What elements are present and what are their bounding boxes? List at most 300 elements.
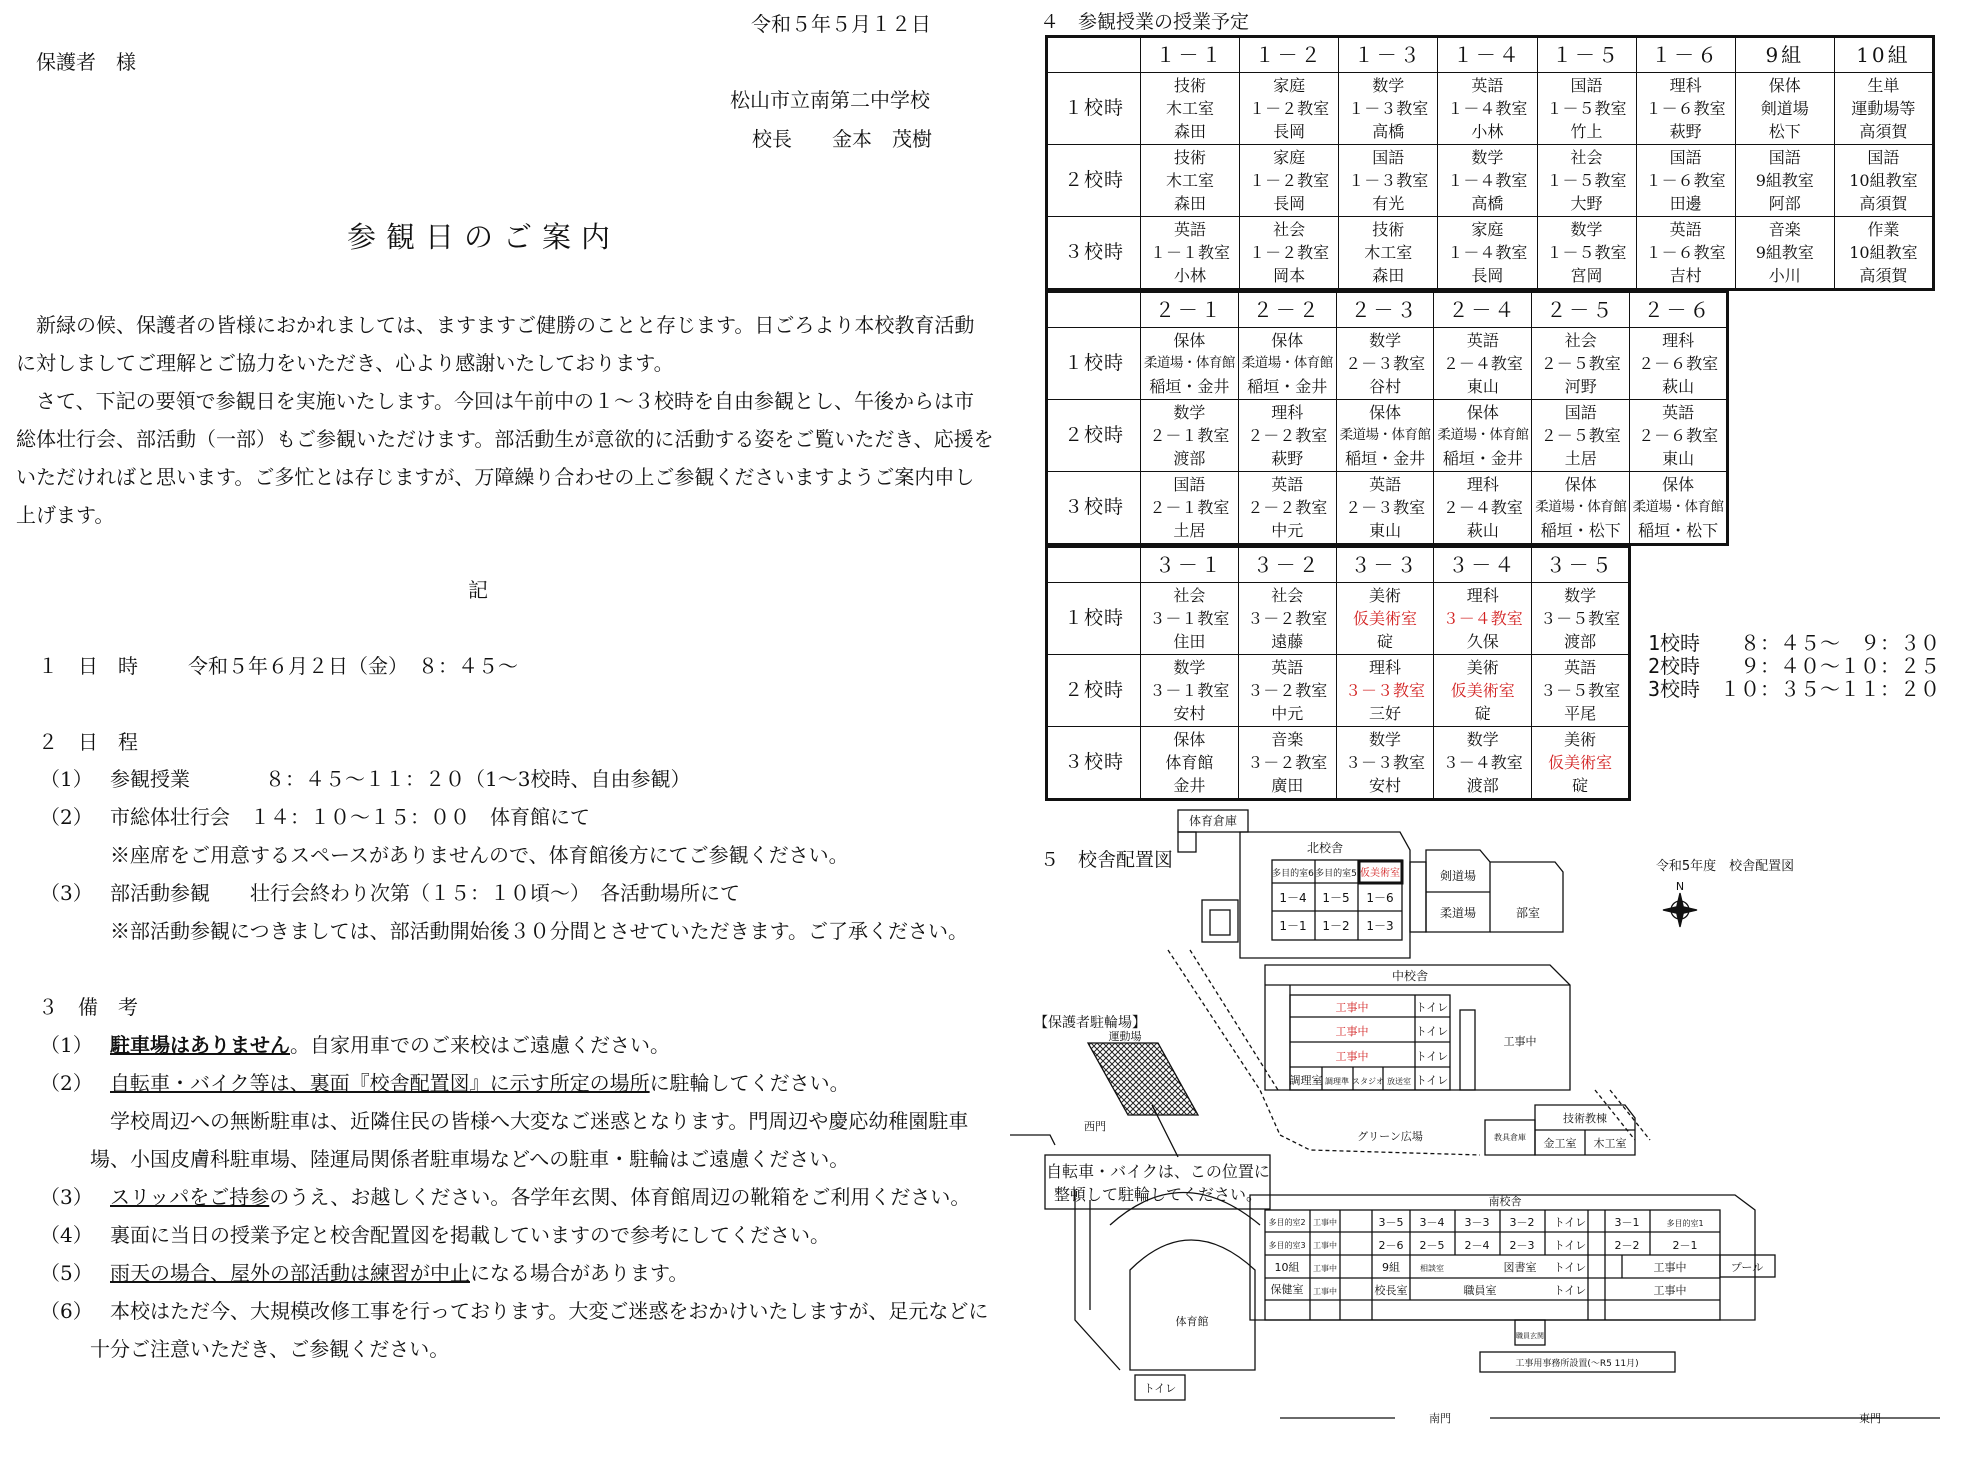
lesson-cell xyxy=(1141,727,1239,800)
label-east-gate: 東門 xyxy=(1859,1412,1881,1425)
lesson-subject: 理科 xyxy=(1466,475,1499,494)
label-cooking-room: 調理室 xyxy=(1289,1074,1323,1087)
lesson-teacher: 吉村 xyxy=(1669,266,1702,285)
label-room: 多目的室5 xyxy=(1315,869,1357,879)
lesson-room: ２－３教室 xyxy=(1345,498,1426,517)
lesson-subject: 英語 xyxy=(1466,331,1499,350)
class-header: ３－４ xyxy=(1434,547,1532,583)
intro-line: いただければと思います。ご多忙とは存じますが、万障繰り合わせの上ご参観くださいますようご案内申し xyxy=(16,465,975,489)
lesson-room: 剣道場 xyxy=(1760,99,1809,118)
lesson-subject: 美術 xyxy=(1564,730,1597,749)
lesson-subject: 保体 xyxy=(1768,76,1801,95)
note-line xyxy=(110,1261,688,1285)
lesson-subject: 社会 xyxy=(1564,331,1597,350)
lesson-cell xyxy=(1735,217,1834,290)
lesson-room: 柔道場・体育館 xyxy=(1535,499,1627,515)
lesson-room: １－５教室 xyxy=(1546,171,1627,190)
lesson-teacher: 渡部 xyxy=(1466,776,1499,795)
lesson-cell xyxy=(1532,472,1630,545)
period-label: ２校時 xyxy=(1047,145,1141,217)
lesson-room: ２－１教室 xyxy=(1149,426,1230,445)
lesson-room: 体育館 xyxy=(1165,753,1214,772)
lesson-room: 9組教室 xyxy=(1755,243,1814,262)
lesson-room: １－３教室 xyxy=(1348,99,1429,118)
lesson-subject: 音楽 xyxy=(1768,220,1801,239)
schedule-item-label: 部活動参観 壮行会終わり次第（１５：１０頃～） 各活動場所にて xyxy=(110,881,740,905)
lesson-room: 9組教室 xyxy=(1755,171,1814,190)
lesson-subject: 社会 xyxy=(1173,586,1206,605)
period-label: ３校時 xyxy=(1047,217,1141,290)
class-header: ２－４ xyxy=(1434,292,1532,328)
lesson-room: 柔道場・体育館 xyxy=(1632,499,1724,515)
lesson-cell xyxy=(1434,328,1532,400)
label-under-construction: 工事中 xyxy=(1335,1025,1369,1038)
lesson-subject: 作業 xyxy=(1867,220,1900,239)
item-number: （2） xyxy=(40,1071,93,1095)
lesson-cell xyxy=(1434,400,1532,472)
lesson-cell xyxy=(1630,400,1728,472)
lesson-room: １－３教室 xyxy=(1348,171,1429,190)
class-header: ３－１ xyxy=(1141,547,1239,583)
label-room: 1－6 xyxy=(1366,891,1394,905)
label-green-plaza: グリーン広場 xyxy=(1357,1130,1423,1143)
period-row xyxy=(1047,400,1728,472)
class-header: ２－５ xyxy=(1532,292,1630,328)
lesson-room: ３－５教室 xyxy=(1540,609,1621,628)
lesson-subject: 国語 xyxy=(1867,148,1900,167)
lesson-teacher: 森田 xyxy=(1372,266,1405,285)
lesson-teacher: 高橋 xyxy=(1471,194,1504,213)
lesson-cell xyxy=(1238,400,1336,472)
lesson-teacher: 森田 xyxy=(1174,194,1207,213)
period-label: １校時 xyxy=(1047,328,1141,400)
lesson-teacher: 稲垣・金井 xyxy=(1247,377,1328,396)
intro-line: 総体壮行会、部活動（一部）もご参観いただけます。部活動生が意欲的に活動する姿をご覧いただき、応援を xyxy=(16,427,994,451)
lesson-teacher: 高須賀 xyxy=(1859,266,1908,285)
class-header: ２－１ xyxy=(1141,292,1239,328)
period-label: ３校時 xyxy=(1047,727,1141,800)
label-toilet: トイレ xyxy=(1553,1239,1587,1252)
label-under-construction: 工事中 xyxy=(1313,1241,1337,1250)
outer-stairs xyxy=(1410,862,1426,932)
lesson-subject: 理科 xyxy=(1669,76,1702,95)
lesson-subject: 数学 xyxy=(1368,730,1401,749)
lesson-teacher: 碇 xyxy=(1474,704,1491,723)
label-room: 3－2 xyxy=(1509,1216,1535,1229)
period-time-row xyxy=(1648,678,1940,701)
lesson-subject: 国語 xyxy=(1669,148,1702,167)
lesson-subject: 国語 xyxy=(1570,76,1603,95)
period-row xyxy=(1047,328,1728,400)
label-toilet: トイレ xyxy=(1415,1050,1449,1063)
label-tool-storage: 教具倉庫 xyxy=(1494,1133,1526,1142)
storage-toilet xyxy=(1178,832,1196,852)
lesson-cell xyxy=(1537,145,1636,217)
label-cooking-prep: 調理準 xyxy=(1325,1077,1349,1086)
lesson-cell xyxy=(1636,73,1735,145)
lesson-cell xyxy=(1141,145,1240,217)
lesson-cell xyxy=(1238,472,1336,545)
label-room: 9組 xyxy=(1382,1261,1400,1274)
lesson-teacher: 久保 xyxy=(1466,632,1499,651)
label-room: 1－2 xyxy=(1322,919,1350,933)
label-room: 1－5 xyxy=(1322,891,1350,905)
grade1-schedule-table xyxy=(1045,35,1935,291)
campus-map-svg xyxy=(1010,800,1965,1440)
class-header: １－１ xyxy=(1141,37,1240,73)
class-header: ３－２ xyxy=(1238,547,1336,583)
lesson-teacher: 中元 xyxy=(1271,704,1304,723)
lesson-subject: 保体 xyxy=(1271,331,1304,350)
lesson-subject: 技術 xyxy=(1174,76,1207,95)
class-header: １－２ xyxy=(1240,37,1339,73)
south-building xyxy=(1250,1195,1755,1320)
lesson-subject: 美術 xyxy=(1466,658,1499,677)
lesson-teacher: 東山 xyxy=(1369,521,1402,540)
lesson-subject: 理科 xyxy=(1368,658,1401,677)
note-text: 。自家用車でのご来校はご遠慮ください。 xyxy=(290,1033,670,1057)
lesson-room: １－６教室 xyxy=(1645,243,1726,262)
label-under-construction: 工事中 xyxy=(1335,1001,1369,1014)
label-room: 多目的室3 xyxy=(1268,1241,1306,1250)
lesson-subject: 保体 xyxy=(1662,475,1695,494)
label-north-building: 北校舎 xyxy=(1306,841,1344,855)
recipient: 保護者 様 xyxy=(36,50,136,74)
label-under-construction: 工事中 xyxy=(1313,1218,1337,1227)
label-gym-storage: 体育倉庫 xyxy=(1188,814,1238,828)
lesson-teacher: 竹上 xyxy=(1570,122,1603,141)
period-label: １校時 xyxy=(1047,583,1141,655)
label-room: 3－4 xyxy=(1419,1216,1445,1229)
lesson-cell xyxy=(1336,400,1434,472)
class-header: ３－３ xyxy=(1336,547,1434,583)
lesson-teacher: 三好 xyxy=(1368,704,1401,723)
lesson-teacher: 渡部 xyxy=(1564,632,1597,651)
label-counseling-room: 相談室 xyxy=(1420,1264,1444,1273)
lesson-room: ２－６教室 xyxy=(1638,426,1719,445)
lesson-subject: 数学 xyxy=(1372,76,1405,95)
class-header-row xyxy=(1047,547,1630,583)
lesson-room: ３－２教室 xyxy=(1247,681,1328,700)
lesson-teacher: 有光 xyxy=(1372,194,1405,213)
lesson-subject: 国語 xyxy=(1564,403,1597,422)
period-row xyxy=(1047,655,1630,727)
schedule-item-value: ８：４５～１１：２０（1～3校時、自由参観） xyxy=(265,767,691,791)
period-row xyxy=(1047,217,1934,290)
label-staff-entrance: 職員玄関 xyxy=(1516,1332,1544,1340)
lesson-subject: 保体 xyxy=(1564,475,1597,494)
lesson-subject: 保体 xyxy=(1466,403,1499,422)
lesson-subject: 国語 xyxy=(1372,148,1405,167)
note-emphasis: 雨天の場合、屋外の部活動は練習が中止 xyxy=(110,1261,470,1285)
lesson-teacher: 阿部 xyxy=(1768,194,1801,213)
label-under-construction: 工事中 xyxy=(1313,1287,1337,1296)
lesson-subject: 英語 xyxy=(1174,220,1207,239)
item-number: （2） xyxy=(40,805,93,829)
period-time-row xyxy=(1648,655,1940,678)
lesson-subject: 美術 xyxy=(1368,586,1401,605)
lesson-teacher: 長岡 xyxy=(1471,266,1504,285)
lesson-room: ２－２教室 xyxy=(1247,498,1328,517)
compass-icon xyxy=(1663,893,1697,927)
label-under-construction: 工事中 xyxy=(1335,1050,1369,1063)
label-room: 2－4 xyxy=(1464,1239,1490,1252)
lesson-cell xyxy=(1630,328,1728,400)
lesson-teacher: 遠藤 xyxy=(1271,632,1304,651)
intro-line: に対しましてご理解とご協力をいただき、心より感謝いたしております。 xyxy=(16,351,674,375)
label-toilet: トイレ xyxy=(1553,1261,1587,1274)
schedule-heading: ４ 参観授業の授業予定 xyxy=(1040,11,1250,33)
label-toilet: トイレ xyxy=(1415,1025,1449,1038)
section-notes-heading: ３ 備 考 xyxy=(38,995,138,1019)
note-emphasis: 自転車・バイク等は、裏面『校舎配置図』に示す所定の場所 xyxy=(110,1071,650,1095)
letter-date: 令和５年５月１２日 xyxy=(751,12,931,36)
lesson-subject: 家庭 xyxy=(1273,76,1306,95)
campus-map xyxy=(1010,800,1965,1440)
lesson-teacher: 碇 xyxy=(1376,632,1393,651)
lesson-cell xyxy=(1438,217,1537,290)
lesson-cell xyxy=(1238,328,1336,400)
note-text: のうえ、お越しください。各学年玄関、体育館周辺の靴箱をご利用ください。 xyxy=(269,1185,971,1209)
schedule-item-label: 市総体壮行会 １４：１０～１５：００ 体育館にて xyxy=(110,805,590,829)
lesson-room: ３－４教室 xyxy=(1442,609,1523,628)
lesson-cell xyxy=(1434,583,1532,655)
lesson-teacher: 安村 xyxy=(1368,776,1401,795)
class-header: ２－２ xyxy=(1238,292,1336,328)
lesson-room: ３－２教室 xyxy=(1247,753,1328,772)
class-header: １－６ xyxy=(1636,37,1735,73)
lesson-subject: 理科 xyxy=(1466,586,1499,605)
lesson-teacher: 平尾 xyxy=(1564,704,1597,723)
period-label: １校時 xyxy=(1047,73,1141,145)
lesson-cell xyxy=(1141,655,1239,727)
lesson-room: ２－１教室 xyxy=(1149,498,1230,517)
lesson-room: １－５教室 xyxy=(1546,243,1627,262)
lesson-subject: 英語 xyxy=(1271,475,1304,494)
note-text: 十分ご注意いただき、ご参観ください。 xyxy=(90,1337,450,1361)
lesson-cell xyxy=(1532,400,1630,472)
label-room: 3－5 xyxy=(1378,1216,1404,1229)
lesson-room: ２－５教室 xyxy=(1540,426,1621,445)
label-under-construction: 工事中 xyxy=(1313,1264,1337,1273)
section-datetime-heading: １ 日 時 xyxy=(38,654,138,678)
lesson-cell xyxy=(1238,583,1336,655)
lesson-subject: 社会 xyxy=(1570,148,1603,167)
lesson-room: １－４教室 xyxy=(1447,99,1528,118)
note-text: になる場合があります。 xyxy=(470,1261,689,1285)
lesson-cell xyxy=(1141,583,1239,655)
schedule-note: ※座席をご用意するスペースがありませんので、体育館後方にてご参観ください。 xyxy=(110,843,849,867)
lesson-teacher: 稲垣・金井 xyxy=(1345,449,1426,468)
label-under-construction: 工事中 xyxy=(1653,1284,1687,1297)
lesson-teacher: 土居 xyxy=(1173,521,1206,540)
label-toilet: トイレ xyxy=(1415,1001,1449,1014)
note-line xyxy=(110,1185,970,1209)
lesson-teacher: 金井 xyxy=(1173,776,1206,795)
lesson-cell xyxy=(1532,583,1630,655)
letter-title: 参観日のご案内 xyxy=(347,220,621,254)
label-room: 2－5 xyxy=(1419,1239,1445,1252)
ki-label: 記 xyxy=(468,578,488,602)
lesson-cell xyxy=(1240,217,1339,290)
lesson-teacher: 萩野 xyxy=(1669,122,1702,141)
label-toilet: トイレ xyxy=(1553,1284,1587,1297)
road-line xyxy=(1010,1135,1055,1145)
callout-text: 自転車・バイクは、この位置に xyxy=(1046,1162,1270,1181)
lesson-cell xyxy=(1532,655,1630,727)
label-toilet: トイレ xyxy=(1415,1074,1449,1087)
lesson-subject: 英語 xyxy=(1369,475,1402,494)
lesson-subject: 国語 xyxy=(1173,475,1206,494)
lesson-subject: 理科 xyxy=(1662,331,1695,350)
label-field: 運動場 xyxy=(1108,1030,1142,1043)
lesson-cell xyxy=(1532,328,1630,400)
lesson-subject: 英語 xyxy=(1669,220,1702,239)
label-studio: スタジオ xyxy=(1352,1077,1384,1086)
lesson-teacher: 高須賀 xyxy=(1859,194,1908,213)
lesson-subject: 国語 xyxy=(1768,148,1801,167)
lesson-cell xyxy=(1141,73,1240,145)
lesson-teacher: 萩山 xyxy=(1662,377,1695,396)
period-time: ８：４５～ ９：３０ xyxy=(1740,631,1941,655)
label-gym-toilet: トイレ xyxy=(1143,1382,1177,1395)
lesson-cell xyxy=(1537,73,1636,145)
lesson-room: ３－４教室 xyxy=(1442,753,1523,772)
lesson-subject: 数学 xyxy=(1564,586,1597,605)
note-text: 学校周辺への無断駐車は、近隣住民の皆様へ大変なご迷惑となります。門周辺や慶応幼稚園駐車 xyxy=(110,1109,969,1133)
lesson-teacher: 稲垣・松下 xyxy=(1638,521,1719,540)
lesson-teacher: 松下 xyxy=(1768,122,1801,141)
label-kendo: 剣道場 xyxy=(1439,869,1477,883)
note-text: 裏面に当日の授業予定と校舎配置図を掲載していますので参考にしてください。 xyxy=(110,1223,830,1247)
lesson-room: ３－３教室 xyxy=(1344,681,1425,700)
lesson-subject: 数学 xyxy=(1471,148,1504,167)
lesson-cell xyxy=(1336,472,1434,545)
note-text: 本校はただ今、大規模改修工事を行っております。大変ご迷惑をおかけいたしますが、足元などに xyxy=(110,1299,989,1323)
lesson-cell xyxy=(1336,328,1434,400)
grade3-schedule-table xyxy=(1045,545,1631,801)
lesson-room: １－４教室 xyxy=(1447,243,1528,262)
lesson-teacher: 森田 xyxy=(1174,122,1207,141)
lesson-cell xyxy=(1238,727,1336,800)
lesson-room: ２－５教室 xyxy=(1540,354,1621,373)
intro-line: さて、下記の要領で参観日を実施いたします。今回は午前中の１～３校時を自由参観とし、午後からは市 xyxy=(16,389,974,413)
class-header-row xyxy=(1047,292,1728,328)
lesson-subject: 家庭 xyxy=(1471,220,1504,239)
period-label: 2校時 xyxy=(1648,654,1701,678)
lesson-room: 仮美術室 xyxy=(1352,609,1417,628)
period-label: ２校時 xyxy=(1047,655,1141,727)
lesson-teacher: 河野 xyxy=(1564,377,1597,396)
lesson-cell xyxy=(1630,472,1728,545)
lesson-cell xyxy=(1238,655,1336,727)
lesson-room: 10組教室 xyxy=(1849,243,1918,262)
period-time: ９：４０～１０：２５ xyxy=(1740,654,1941,678)
item-number: （5） xyxy=(40,1261,93,1285)
lesson-cell xyxy=(1339,145,1438,217)
lesson-subject: 数学 xyxy=(1173,403,1206,422)
label-middle-building: 中校舎 xyxy=(1391,969,1429,983)
label-tech-building: 技術教棟 xyxy=(1563,1112,1607,1125)
label-room: 3－1 xyxy=(1614,1216,1640,1229)
lesson-cell xyxy=(1240,73,1339,145)
lesson-subject: 保体 xyxy=(1173,331,1206,350)
label-room: 1－4 xyxy=(1279,891,1307,905)
map-heading: ５ 校舎配置図 xyxy=(1040,849,1174,871)
principal: 校長 金本 茂樹 xyxy=(752,127,932,151)
note-emphasis: スリッパをご持参 xyxy=(110,1185,270,1209)
class-header-row xyxy=(1047,37,1934,73)
label-room: 1－3 xyxy=(1366,919,1394,933)
lesson-teacher: 住田 xyxy=(1173,632,1206,651)
label-west-gate: 西門 xyxy=(1084,1120,1106,1133)
note-line xyxy=(110,1033,670,1057)
label-parent-parking: 【保護者駐輪場】 xyxy=(1034,1015,1146,1031)
lesson-teacher: 東山 xyxy=(1662,449,1695,468)
lesson-cell xyxy=(1735,145,1834,217)
period-times xyxy=(1648,632,1940,701)
period-row xyxy=(1047,583,1630,655)
lesson-cell xyxy=(1336,655,1434,727)
period-row xyxy=(1047,145,1934,217)
lesson-cell xyxy=(1438,145,1537,217)
lesson-teacher: 高橋 xyxy=(1372,122,1405,141)
note-text: に駐輪してください。 xyxy=(649,1071,850,1095)
lesson-cell xyxy=(1339,217,1438,290)
lesson-cell xyxy=(1141,472,1239,545)
lesson-cell xyxy=(1834,217,1933,290)
class-header: ２－３ xyxy=(1336,292,1434,328)
item-number: （1） xyxy=(40,1033,93,1057)
lesson-teacher: 稲垣・金井 xyxy=(1442,449,1523,468)
middle-stairs xyxy=(1460,1010,1475,1090)
lesson-teacher: 稲垣・松下 xyxy=(1540,521,1621,540)
class-header: ２－６ xyxy=(1630,292,1728,328)
label-staff-room: 職員室 xyxy=(1463,1284,1497,1297)
lesson-room: 木工室 xyxy=(1166,99,1215,118)
label-south-gate: 南門 xyxy=(1429,1412,1451,1425)
item-number: （3） xyxy=(40,1185,93,1209)
lesson-room: 木工室 xyxy=(1364,243,1413,262)
lesson-subject: 英語 xyxy=(1471,76,1504,95)
lesson-cell xyxy=(1240,145,1339,217)
lesson-subject: 理科 xyxy=(1271,403,1304,422)
label-south-building: 南校舎 xyxy=(1488,1195,1522,1208)
lesson-room: ２－６教室 xyxy=(1638,354,1719,373)
label-toilet: トイレ xyxy=(1553,1216,1587,1229)
class-header: １－４ xyxy=(1438,37,1537,73)
period-time-row xyxy=(1648,632,1940,655)
lesson-room: 柔道場・体育館 xyxy=(1143,355,1235,371)
lesson-teacher: 碇 xyxy=(1572,776,1589,795)
label-construction-office: 工事用事務所設置(～R5 11月) xyxy=(1515,1359,1639,1369)
lesson-teacher: 小川 xyxy=(1768,266,1801,285)
label-room: 多目的室1 xyxy=(1666,1219,1704,1228)
label-temporary-art-room: 仮美術室 xyxy=(1360,868,1400,879)
lesson-teacher: 田邊 xyxy=(1669,194,1702,213)
label-wood-shop: 木工室 xyxy=(1593,1137,1627,1150)
lesson-subject: 数学 xyxy=(1570,220,1603,239)
lesson-cell xyxy=(1834,145,1933,217)
grade2-schedule-table xyxy=(1045,290,1729,546)
label-room: 10組 xyxy=(1274,1261,1300,1274)
label-room: 1－1 xyxy=(1279,919,1307,933)
intro-line: 新緑の候、保護者の皆様におかれましては、ますますご健勝のことと存じます。日ごろより本校教育活動 xyxy=(16,313,975,337)
corner-cell xyxy=(1047,37,1141,73)
item-number: （3） xyxy=(40,881,93,905)
lesson-room: ３－２教室 xyxy=(1247,609,1328,628)
north-stairs-door xyxy=(1210,910,1230,935)
